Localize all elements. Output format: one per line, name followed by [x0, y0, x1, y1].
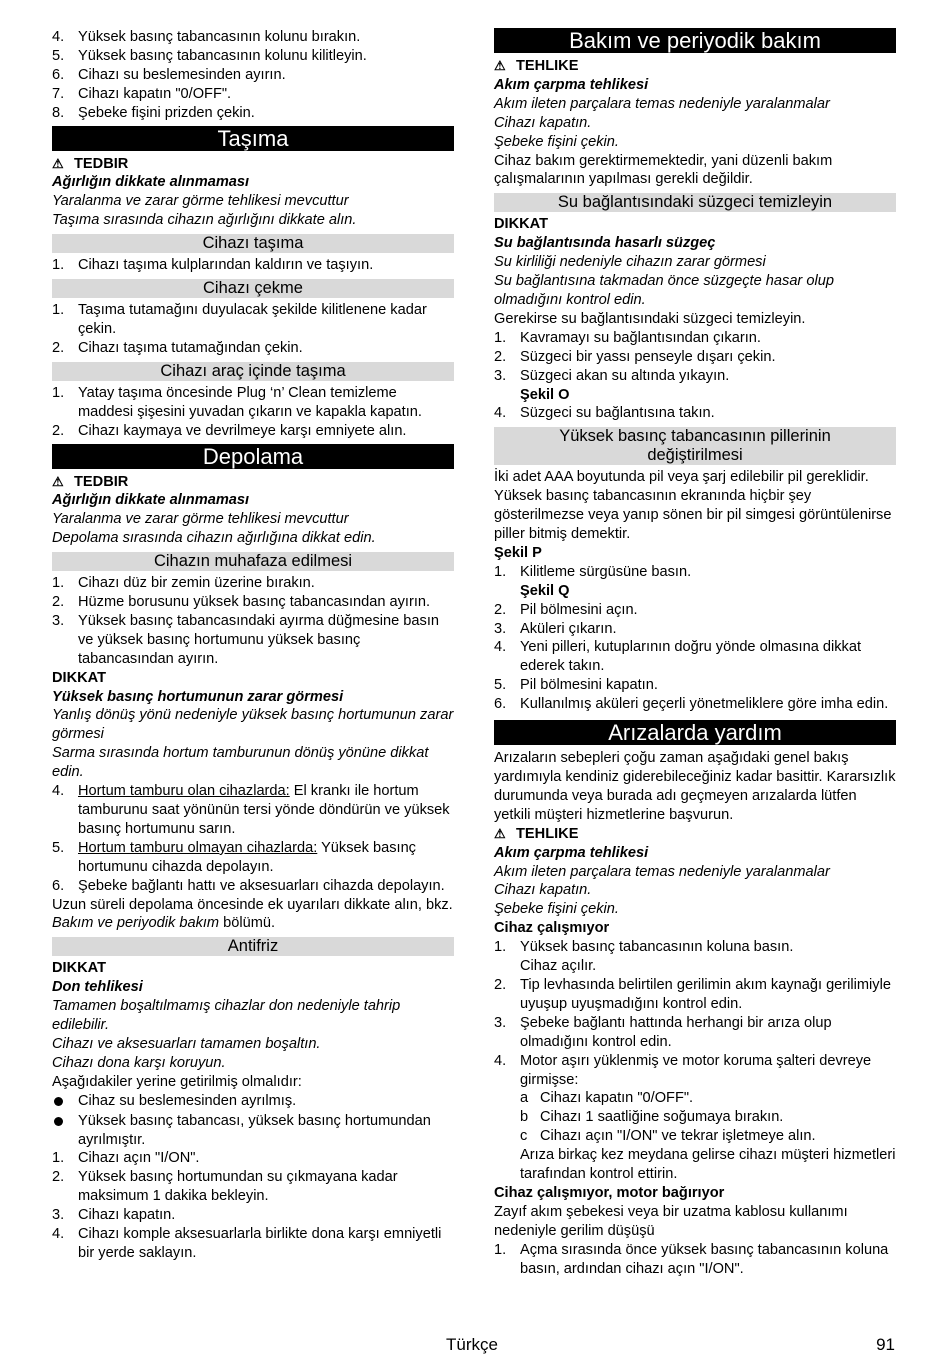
section-title-ariza: Arızalarda yardım	[494, 720, 896, 745]
list-item-result: Arıza birkaç kez meydana gelirse cihazı müşteri hizmetleri tarafından kontrol ettirin.	[520, 1147, 896, 1183]
paragraph: İki adet AAA boyutunda pil veya şarj edilebilir pil gereklidir.	[494, 469, 869, 486]
list-item: 5. Hortum tamburu olmayan cihazlarda: Yüksek basınç hortumunu cihazda depolayın.	[52, 839, 416, 875]
warning-text: Akım ileten parçalara temas nedeniyle yaralanmalar	[494, 95, 830, 112]
list-item: 4. Cihazı komple aksesuarlarla birlikte dona karşı emniyetli bir yerde saklayın.	[52, 1226, 442, 1261]
subsection-title: Antifriz	[52, 937, 454, 956]
subsection-title: Yüksek basınç tabancasının pillerinin değiştirilmesi	[494, 427, 896, 465]
notice-heading: Yüksek basınç hortumunun zarar görmesi	[52, 688, 344, 705]
subsection-title: Cihazı çekme	[52, 279, 454, 298]
list-item: 5. Yüksek basınç tabancasının kolunu kilitleyin.	[52, 47, 367, 64]
warning-text: Yaralanma ve zarar görme tehlikesi mevcuttur	[52, 511, 349, 528]
warning-heading: Akım çarpma tehlikesi	[494, 844, 649, 861]
warning-heading: Ağırlığın dikkate alınmaması	[52, 492, 250, 509]
list-item: 4. Motor aşırı yüklenmiş ve motor koruma şalteri devreye girmişse:	[494, 1052, 872, 1088]
bullet-icon	[54, 1097, 63, 1106]
notice-text: Yanlış dönüş yönü nedeniyle yüksek basınç hortumunun zarar görmesi	[52, 707, 454, 743]
list-item: 2. Hüzme borusunu yüksek basınç tabancasından ayırın.	[52, 594, 431, 611]
left-column	[52, 28, 454, 1263]
notice-text: Cihazı dona karşı koruyun.	[52, 1054, 226, 1071]
list-item: 2. Cihazı taşıma tutamağından çekin.	[52, 339, 303, 356]
list-item: 3. Şebeke bağlantı hattında herhangi bir arıza olup olmadığını kontrol edin.	[494, 1014, 832, 1050]
warning-text: Yaralanma ve zarar görme tehlikesi mevcuttur	[52, 193, 349, 210]
list-item: 1. Açma sırasında önce yüksek basınç tabancasının koluna basın, ardından cihazı açın "I/ON".	[494, 1241, 889, 1277]
page-footer	[0, 1336, 950, 1358]
paragraph: Uzun süreli depolama öncesinde ek uyarıları dikkate alın, bkz. Bakım ve periyodik bakım bölümü.	[52, 896, 453, 932]
subsection-title: Cihazı araç içinde taşıma	[52, 362, 454, 381]
warning-triangle-icon: ⚠	[494, 58, 506, 73]
list-item: 3. Aküleri çıkarın.	[494, 620, 617, 637]
warning-text: Akım ileten parçalara temas nedeniyle yaralanmalar	[494, 863, 830, 880]
list-item: 3. Süzgeci akan su altında yıkayın.	[494, 367, 730, 384]
sub-list-item: b Cihazı 1 saatliğine soğumaya bırakın.	[520, 1109, 784, 1126]
sub-list-item: c Cihazı açın "I/ON" ve tekrar işletmeye alın.	[520, 1128, 816, 1145]
subsection-title: Cihazın muhafaza edilmesi	[52, 552, 454, 571]
warning-triangle-icon: ⚠	[494, 825, 506, 841]
list-item: 2. Süzgeci bir yassı penseyle dışarı çekin.	[494, 348, 776, 365]
figure-reference: Şekil Q	[520, 582, 570, 599]
notice-label: DIKKAT	[52, 669, 107, 686]
warning-triangle-icon: ⚠	[52, 473, 64, 489]
list-item: 2. Yüksek basınç hortumundan su çıkmayana kadar maksimum 1 dakika bekleyin.	[52, 1169, 398, 1205]
bullet-icon	[54, 1117, 63, 1126]
section-title-depolama: Depolama	[52, 444, 454, 469]
figure-reference: Şekil P	[494, 544, 542, 561]
warning-label: ⚠ TEHLIKE	[494, 825, 579, 842]
bullet-item: Yüksek basınç tabancası, yüksek basınç hortumundan ayrılmıştır.	[52, 1112, 454, 1150]
list-item: 3. Cihazı kapatın.	[52, 1207, 176, 1224]
sub-list-item: a Cihazı kapatın "0/OFF".	[520, 1090, 694, 1107]
figure-reference: Şekil O	[520, 386, 570, 403]
notice-heading: Don tehlikesi	[52, 979, 143, 996]
list-item: 3. Yüksek basınç tabancasındaki ayırma düğmesine basın ve yüksek basınç hortumunu yüksek basınç tabancasından ayırın.	[52, 612, 439, 667]
paragraph: Cihaz bakım gerektirmemektedir, yani düzenli bakım çalışmalarının yapılması gerekli değildir.	[494, 152, 833, 188]
list-item: 1. Cihazı düz bir zemin üzerine bırakın.	[52, 575, 315, 592]
warning-label: ⚠ TEHLIKE	[494, 58, 579, 74]
warning-label: ⚠ TEDBIR	[52, 155, 129, 172]
list-item: 8. Şebeke fişini prizden çekin.	[52, 104, 255, 121]
list-item: 1. Kavramayı su bağlantısından çıkarın.	[494, 329, 761, 346]
footer-language: Türkçe	[446, 1335, 498, 1354]
list-item: 4. Süzgeci su bağlantısına takın.	[494, 405, 715, 422]
warning-triangle-icon: ⚠	[52, 155, 64, 171]
list-item: 1. Cihazı açın "I/ON".	[52, 1150, 200, 1167]
notice-label: DIKKAT	[494, 216, 549, 233]
section-title-tasima: Taşıma	[52, 126, 454, 151]
list-item: 6. Cihazı su beslemesinden ayırın.	[52, 66, 286, 83]
warning-heading: Akım çarpma tehlikesi	[494, 76, 649, 93]
notice-label: DIKKAT	[52, 960, 107, 977]
warning-text: Şebeke fişini çekin.	[494, 133, 619, 150]
list-item: 5. Pil bölmesini kapatın.	[494, 677, 658, 694]
list-item: 1. Yüksek basınç tabancasının koluna basın.	[494, 939, 794, 956]
notice-text: Tamamen boşaltılmamış cihazlar don nedeniyle tahrip edilebilir.	[52, 998, 401, 1034]
paragraph: Gerekirse su bağlantısındaki süzgeci temizleyin.	[494, 310, 806, 327]
section-title-bakim: Bakım ve periyodik bakım	[494, 28, 896, 53]
problem-heading: Cihaz çalışmıyor	[494, 920, 610, 937]
list-item-result: Cihaz açılır.	[520, 958, 597, 975]
problem-heading: Cihaz çalışmıyor, motor bağırıyor	[494, 1184, 725, 1201]
page-number: 91	[876, 1335, 895, 1354]
list-item: 7. Cihazı kapatın "0/OFF".	[52, 85, 232, 102]
right-column	[494, 28, 896, 1278]
notice-text: Su kirliliği nedeniyle cihazın zarar görmesi	[494, 254, 766, 271]
list-item: 1. Kilitleme sürgüsüne basın.	[494, 563, 692, 580]
notice-text: Cihazı ve aksesuarları tamamen boşaltın.	[52, 1035, 321, 1052]
list-item: 4. Yeni pilleri, kutuplarının doğru yönde olmasına dikkat ederek takın.	[494, 639, 862, 675]
notice-heading: Su bağlantısında hasarlı süzgeç	[494, 235, 716, 252]
bullet-item: Cihaz su beslemesinden ayrılmış.	[52, 1092, 454, 1112]
list-item: 1. Cihazı taşıma kulplarından kaldırın ve taşıyın.	[52, 257, 374, 274]
list-item: 6. Kullanılmış aküleri geçerli yönetmeliklere göre imha edin.	[494, 696, 889, 713]
list-item: 2. Pil bölmesini açın.	[494, 601, 638, 618]
subsection-title: Cihazı taşıma	[52, 234, 454, 253]
list-item: 6. Şebeke bağlantı hattı ve aksesuarları cihazda depolayın.	[52, 877, 445, 894]
warning-text: Şebeke fişini çekin.	[494, 901, 619, 918]
list-item: 1. Yatay taşıma öncesinde Plug ‘n’ Clean temizleme maddesi şişesini yuvadan çıkarın ve kapakla kapatın.	[52, 384, 422, 420]
warning-text: Taşıma sırasında cihazın ağırlığını dikkate alın.	[52, 212, 357, 229]
warning-heading: Ağırlığın dikkate alınmaması	[52, 174, 250, 191]
paragraph: Aşağıdakiler yerine getirilmiş olmalıdır:	[52, 1073, 302, 1090]
paragraph: Arızaların sebepleri çoğu zaman aşağıdaki genel bakış yardımıyla kendiniz giderebileceğiniz kadar basittir. Kararsızlık durumunda veya burada adı geçmeyen arızalarda lütfen yetkili müşteri hizmetlerine başvurun.	[494, 750, 896, 823]
paragraph: Zayıf akım şebekesi veya bir uzatma kablosu kullanımı nedeniyle gerilim düşüşü	[494, 1203, 848, 1239]
subsection-title: Su bağlantısındaki süzgeci temizleyin	[494, 193, 896, 212]
warning-text: Depolama sırasında cihazın ağırlığına dikkat edin.	[52, 530, 376, 547]
notice-text: Sarma sırasında hortum tamburunun dönüş yönüne dikkat edin.	[52, 745, 429, 781]
list-item: 2. Tip levhasında belirtilen gerilimin akım kaynağı gerilimiyle uyuşup uyuşmadığını kontrol edin.	[494, 976, 891, 1012]
list-item: 2. Cihazı kaymaya ve devrilmeye karşı emniyete alın.	[52, 422, 407, 439]
list-item: 1. Taşıma tutamağını duyulacak şekilde kilitlenene kadar çekin.	[52, 302, 427, 337]
list-item: 4. Yüksek basınç tabancasının kolunu bırakın.	[52, 29, 361, 45]
warning-label: ⚠ TEDBIR	[52, 473, 129, 490]
warning-text: Cihazı kapatın.	[494, 114, 592, 131]
paragraph: Yüksek basınç tabancasının ekranında hiçbir şey gösterilmezse veya yanıp sönen bir pil simgesi görüntülenirse piller bitmiş demektir.	[494, 488, 892, 543]
warning-text: Cihazı kapatın.	[494, 882, 592, 899]
notice-text: Su bağlantısına takmadan önce süzgeçte hasar olup olmadığını kontrol edin.	[494, 273, 834, 308]
list-item: 4. Hortum tamburu olan cihazlarda: El krankı ile hortum tamburunu saat yönünün tersi yönde döndürün ve yüksek basınç hortumunu sarın.	[52, 783, 450, 837]
